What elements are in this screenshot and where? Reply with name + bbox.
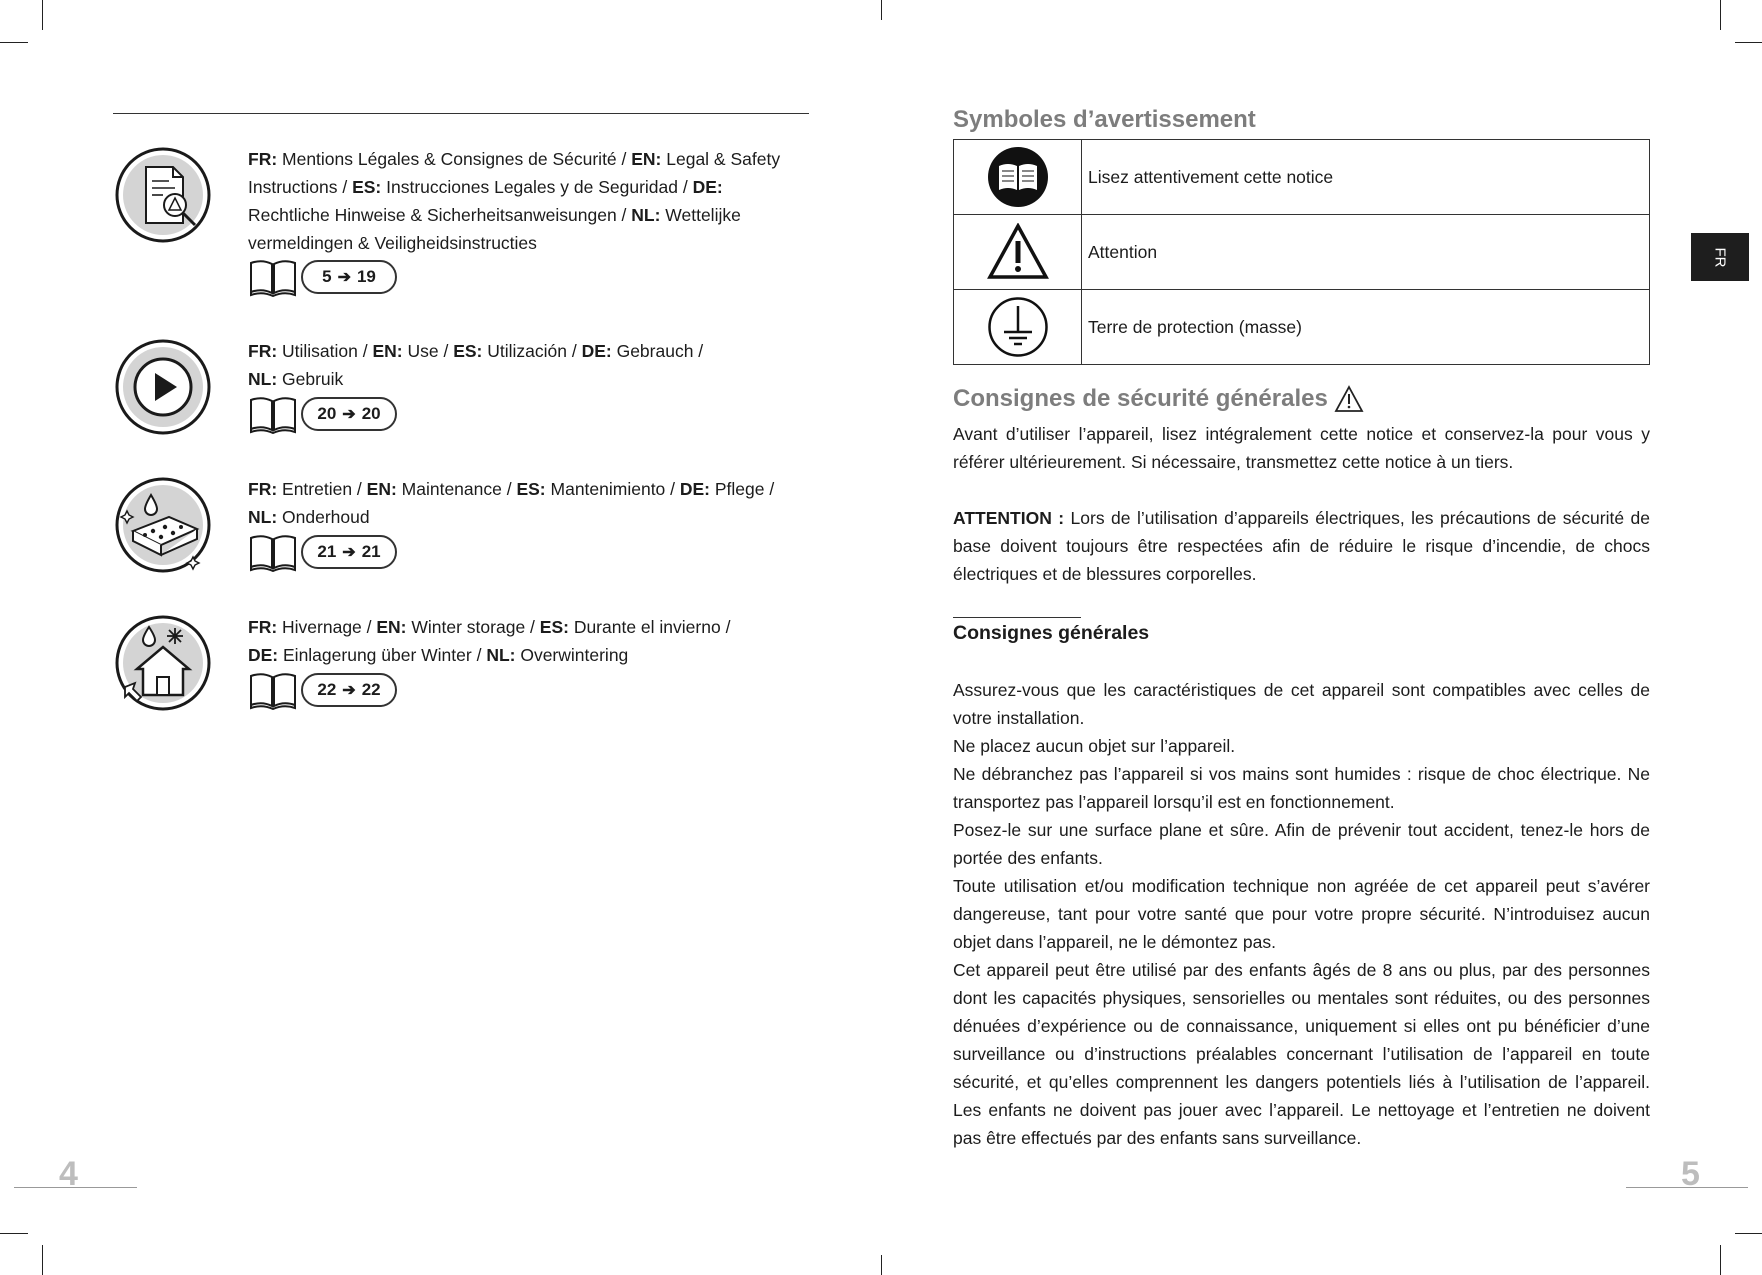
instruction-paragraph: Cet appareil peut être utilisé par des enfants âgés de 8 ans ou plus, par des personnes dont les capacités physiques, sensorielles ou mentales sont réduites, ou des personnes dénuées d’expérience ou de connaissance, uniquement si elles ont pu bénéficier d’une surveillance ou d’instructions préalables concernant l’utilisation de l’appareil en toute sécurité, et qu’elles comprennent les dangers potentiels liés à l’utilisation de l’appareil. Les enfants ne doivent pas jouer avec l’appareil. Le nettoyage et l’entretien ne doivent pas être effectués par des enfants sans surveillance. [953,960,1650,1148]
legal-document-icon [113,145,213,245]
crop-mark [1720,0,1721,30]
attention-paragraph: ATTENTION : Lors de l’utilisation d’appareils électriques, les précautions de sécurité de base doivent toujours être respectées afin de réduire le risque d’incendie, de chocs électriques et de blessures corporelles. [953,508,1650,584]
crop-mark [1735,42,1762,43]
sponge-cleaning-icon [113,475,213,575]
play-icon [113,337,213,437]
book-icon [248,257,298,297]
symbol-label: Lisez attentivement cette notice [1082,140,1650,215]
winter-house-icon [113,613,213,713]
symbols-table [953,139,1650,365]
toc-section-winter [113,613,813,723]
symbols-heading: Symboles d’avertissement [953,106,1256,133]
page-range-pill: 22 ➔ 22 [301,673,397,707]
toc-section-legal [113,145,813,305]
page-range-pill: 21 ➔ 21 [301,535,397,569]
protective-earth-icon [987,296,1049,358]
page-number: 5 [1681,1155,1700,1193]
page-range [248,394,448,436]
symbol-cell [954,140,1082,215]
book-icon [248,670,298,710]
page-range [248,257,448,299]
general-heading: Consignes générales [953,622,1150,644]
symbol-label: Terre de protection (masse) [1082,290,1650,365]
warning-triangle-icon [1334,385,1364,413]
page-range-pill: 20 ➔ 20 [301,397,397,431]
read-manual-icon [987,146,1049,208]
toc-section-maintenance [113,475,813,585]
crop-mark [881,1255,882,1275]
section-rule [953,617,1081,618]
crop-mark [42,1245,43,1275]
section-title: FR: Entretien / EN: Maintenance / ES: Mantenimiento / DE: Pflege / NL: Onderhoud [248,479,775,527]
crop-mark [42,0,43,30]
attention-label: ATTENTION : [953,508,1065,528]
crop-mark [1735,1233,1762,1234]
instruction-paragraph: Ne débranchez pas l’appareil si vos mains sont humides : risque de choc électrique. Ne transportez pas l’appareil lorsqu’il est en fonctionnement. [953,764,1650,812]
instruction-paragraph: Posez-le sur une surface plane et sûre. Afin de prévenir tout accident, tenez-le hors de portée des enfants. [953,820,1650,868]
arrow-right-icon: ➔ [337,269,351,286]
section-title: FR: Hivernage / EN: Winter storage / ES: Durante el invierno / DE: Einlagerung über Winter / NL: Overwintering [248,617,731,665]
page-range-pill: 5 ➔ 19 [301,260,397,294]
arrow-right-icon: ➔ [342,406,356,423]
arrow-right-icon: ➔ [342,544,356,561]
intro-paragraph: Avant d’utiliser l’appareil, lisez intégralement cette notice et conservez-la pour vous y référer ultérieurement. Si nécessaire, transmettez cette notice à un tiers. [953,424,1650,472]
instruction-paragraph: Toute utilisation et/ou modification technique non agréée de cet appareil peut s’avérer dangereuse, tant pour votre santé que pour votre propre sécurité. N’introduisez aucun objet dans l’appareil, ne le démontez pas. [953,876,1650,952]
crop-mark [0,42,28,43]
section-title: FR: Mentions Légales & Consignes de Sécurité / EN: Legal & Safety Instructions / ES: Instrucciones Legales y de Seguridad / DE: Rechtliche Hinweise & Sicherheitsanweisungen / NL: Wettelijke vermeldingen & Veiligheidsinstructies [248,149,781,253]
symbol-cell [954,290,1082,365]
instruction-paragraph: Ne placez aucun objet sur l’appareil. [953,736,1236,756]
crop-mark [881,0,882,20]
table-row [954,140,1650,215]
symbol-label: Attention [1082,215,1650,290]
book-icon [248,532,298,572]
symbol-cell [954,215,1082,290]
table-row [954,215,1650,290]
instruction-paragraph: Assurez-vous que les caractéristiques de cet appareil sont compatibles avec celles de votre installation. [953,680,1650,728]
general-instructions [953,676,1650,1152]
crop-mark [1720,1245,1721,1275]
top-rule [113,113,809,114]
page-number: 4 [59,1155,78,1193]
section-title: FR: Utilisation / EN: Use / ES: Utilización / DE: Gebrauch / NL: Gebruik [248,341,704,389]
book-icon [248,394,298,434]
page-range [248,670,448,712]
warning-triangle-icon [987,223,1049,281]
language-tab: FR [1691,233,1749,281]
crop-mark [0,1233,28,1234]
table-row [954,290,1650,365]
page-range [248,532,448,574]
arrow-right-icon: ➔ [342,682,356,699]
safety-heading: Consignes de sécurité générales [953,385,1364,413]
toc-section-use [113,337,813,447]
